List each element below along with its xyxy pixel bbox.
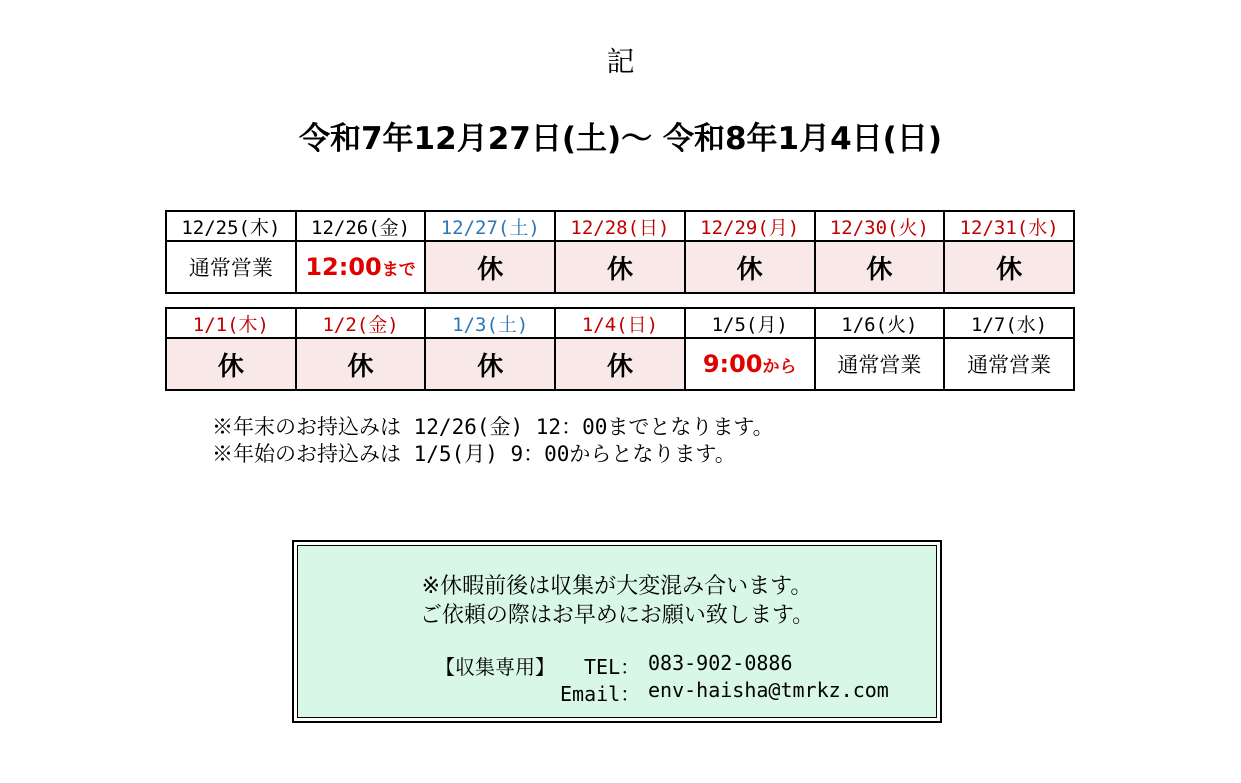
closed-cell: 休 [425,241,555,293]
date-cell: 12/30(火) [815,211,945,241]
normal-business-cell: 通常営業 [166,241,296,293]
closed-cell: 休 [555,241,685,293]
status-row [166,338,1074,390]
notice-line-1: ※休暇前後は収集が大変混み合います。 [421,574,813,599]
contact-notice-box [292,540,942,723]
hours-time: 12:00 [305,253,382,281]
note-new-year: ※年始のお持込みは 1/5(月) 9：00からとなります。 [212,442,736,466]
schedule-table-year-end [165,210,1075,294]
contact-label: 【収集専用】 [435,655,555,679]
date-cell: 12/29(月) [685,211,815,241]
contact-notice-inner [297,545,937,718]
date-cell: 1/4(日) [555,308,685,338]
date-cell: 1/2(金) [296,308,426,338]
special-hours-cell [685,338,815,390]
hours-suffix: まで [381,260,416,280]
date-cell: 12/27(土) [425,211,555,241]
closed-cell: 休 [815,241,945,293]
note-year-end: ※年末のお持込みは 12/26(金) 12：00までとなります。 [212,415,774,439]
email-address: env-haisha@tmrkz.com [648,678,889,702]
notice-line-2: ご依頼の際はお早めにお願い致します。 [419,603,815,628]
date-cell: 1/3(土) [425,308,555,338]
closed-cell: 休 [296,338,426,390]
tel-number: 083-902-0886 [648,651,793,675]
closed-cell: 休 [555,338,685,390]
email-label: Email： [560,682,641,706]
special-hours-cell [296,241,426,293]
notes [212,414,774,468]
date-row [166,211,1074,241]
schedule-table-new-year [165,307,1075,391]
date-cell: 12/31(水) [944,211,1074,241]
date-row [166,308,1074,338]
date-cell: 1/1(木) [166,308,296,338]
hours-suffix: から [762,357,797,377]
date-cell: 12/26(金) [296,211,426,241]
closed-cell: 休 [685,241,815,293]
normal-business-cell: 通常営業 [944,338,1074,390]
date-cell: 1/5(月) [685,308,815,338]
date-cell: 12/25(木) [166,211,296,241]
holiday-period: 令和7年12月27日(土)～ 令和8年1月4日(日) [298,121,943,157]
notice-heading: 記 [606,45,635,78]
date-cell: 1/6(火) [815,308,945,338]
closed-cell: 休 [425,338,555,390]
status-row [166,241,1074,293]
closed-cell: 休 [166,338,296,390]
closed-cell: 休 [944,241,1074,293]
date-cell: 12/28(日) [555,211,685,241]
normal-business-cell: 通常営業 [815,338,945,390]
hours-time: 9:00 [702,350,763,378]
tel-label: TEL： [584,655,641,679]
date-cell: 1/7(水) [944,308,1074,338]
